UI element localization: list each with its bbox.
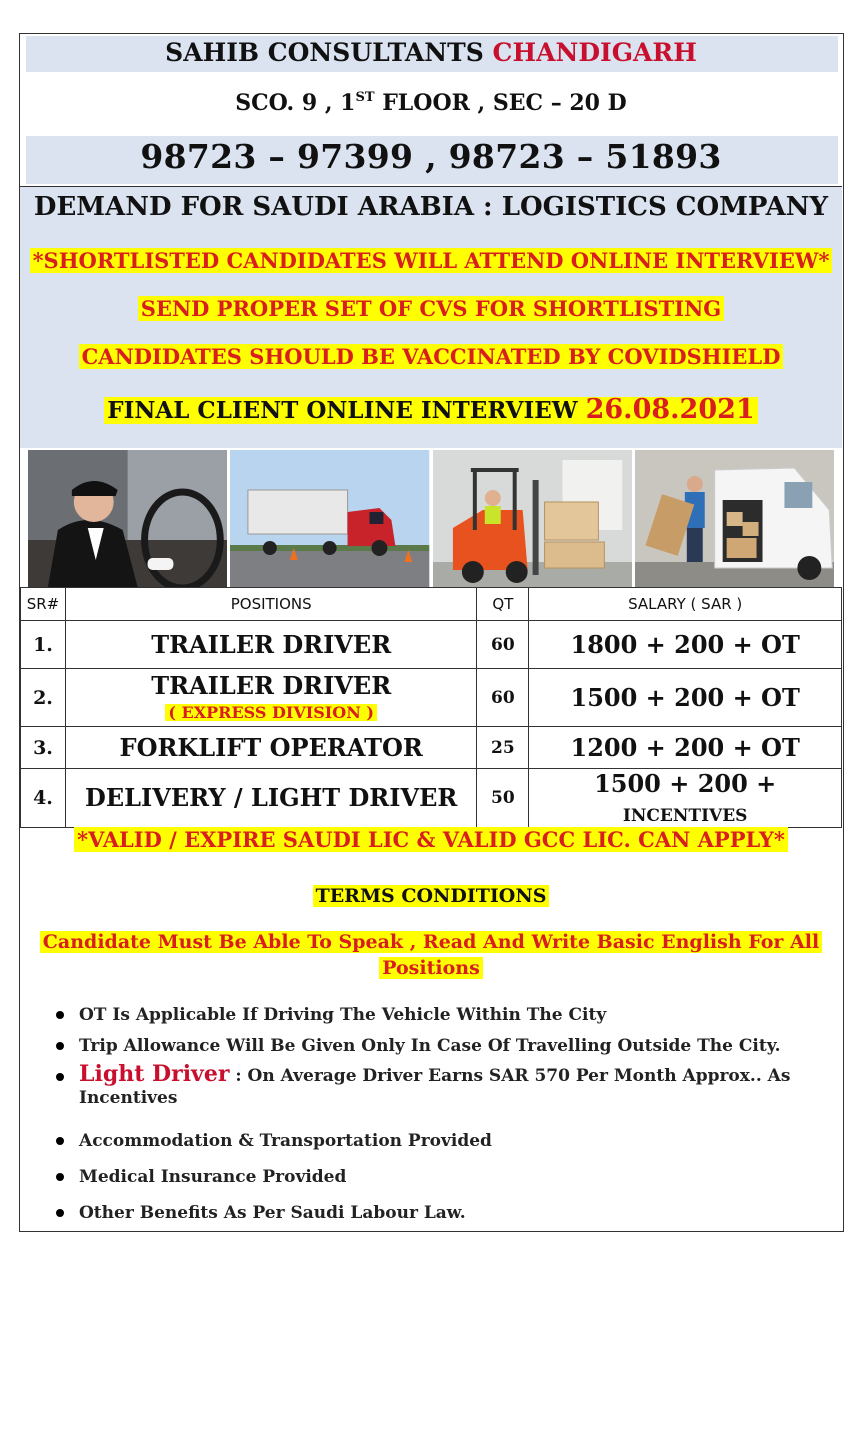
- row-sr: 4.: [21, 769, 66, 828]
- terms-list: [50, 1004, 830, 1224]
- list-item: [50, 1166, 830, 1188]
- shortlisted-notice: [20, 248, 842, 273]
- send-cvs-text: SEND PROPER SET OF CVS FOR SHORTLISTING: [138, 296, 724, 321]
- english-requirement: [20, 929, 842, 981]
- bullet-icon: [56, 1042, 64, 1050]
- license-notice: [20, 827, 842, 852]
- row-salary: 1500 + 200 +: [594, 769, 777, 798]
- term-trip: Trip Allowance Will Be Given Only In Case Of Travelling Outside The City.: [79, 1036, 781, 1056]
- delivery-van-photo: [635, 450, 834, 587]
- header-qt: QT: [477, 588, 529, 621]
- vaccination-notice: [20, 344, 842, 369]
- send-cvs-notice: [20, 296, 842, 321]
- shortlisted-text: *SHORTLISTED CANDIDATES WILL ATTEND ONLINE INTERVIEW*: [30, 248, 833, 273]
- row-qt: 60: [477, 669, 529, 727]
- company-city: CHANDIGARH: [492, 38, 697, 67]
- list-item: [50, 1004, 830, 1026]
- term-medical: Medical Insurance Provided: [79, 1167, 347, 1187]
- bullet-icon: [56, 1073, 64, 1081]
- table-row: [21, 769, 842, 828]
- term-ot: OT Is Applicable If Driving The Vehicle Within The City: [79, 1005, 607, 1025]
- row-qt: 25: [477, 727, 529, 769]
- row-position: TRAILER DRIVER: [151, 670, 392, 700]
- header-sr: SR#: [21, 588, 66, 621]
- table-row: [21, 727, 842, 769]
- demand-title: DEMAND FOR SAUDI ARABIA : LOGISTICS COMPANY: [33, 192, 829, 222]
- bullet-icon: [56, 1011, 64, 1019]
- english-requirement-line1: Candidate Must Be Able To Speak , Read And Write Basic English For All: [40, 931, 822, 953]
- chauffeur-photo: [28, 450, 227, 587]
- table-row: [21, 669, 842, 727]
- trailer-truck-photo: [230, 450, 429, 587]
- company-address: [20, 90, 842, 116]
- row-salary: 1200 + 200 + OT: [529, 727, 842, 769]
- term-other: Other Benefits As Per Saudi Labour Law.: [79, 1203, 466, 1223]
- term-light-text: : On Average Driver Earns SAR 570 Per Month Approx.. As Incentives: [79, 1066, 791, 1108]
- final-interview-notice: [20, 394, 842, 425]
- address-part: SCO. 9 , 1: [235, 90, 356, 116]
- list-item: [50, 1063, 830, 1109]
- row-sr: 1.: [21, 621, 66, 669]
- term-light-label: Light Driver: [79, 1061, 230, 1087]
- terms-heading-text: TERMS CONDITIONS: [313, 885, 550, 907]
- final-interview-label: FINAL CLIENT ONLINE INTERVIEW: [107, 397, 578, 424]
- row-position: FORKLIFT OPERATOR: [65, 727, 476, 769]
- final-interview-date: 26.08.2021: [585, 394, 755, 425]
- company-title: [20, 38, 842, 67]
- row-sr: 3.: [21, 727, 66, 769]
- license-text: *VALID / EXPIRE SAUDI LIC & VALID GCC LIC. CAN APPLY*: [74, 827, 788, 852]
- forklift-photo: [433, 450, 632, 587]
- list-item: [50, 1130, 830, 1152]
- row-salary-suffix: INCENTIVES: [622, 806, 748, 826]
- header-positions: POSITIONS: [65, 588, 476, 621]
- row-position: TRAILER DRIVER: [65, 621, 476, 669]
- table-header-row: [21, 588, 842, 621]
- positions-table: [20, 587, 842, 828]
- row-qt: 60: [477, 621, 529, 669]
- address-superscript: ST: [355, 90, 375, 105]
- row-position-cell: [65, 669, 476, 727]
- vaccination-text: CANDIDATES SHOULD BE VACCINATED BY COVIDSHIELD: [79, 344, 784, 369]
- terms-heading: [20, 885, 842, 907]
- row-qt: 50: [477, 769, 529, 828]
- company-name: SAHIB CONSULTANTS: [165, 38, 484, 67]
- row-salary-cell: [529, 769, 842, 828]
- english-requirement-line2: Positions: [379, 957, 483, 979]
- row-salary: 1800 + 200 + OT: [529, 621, 842, 669]
- row-sr: 2.: [21, 669, 66, 727]
- recruitment-flyer: [19, 33, 844, 1232]
- row-position-subtitle: ( EXPRESS DIVISION ): [165, 704, 377, 721]
- row-salary: 1500 + 200 + OT: [529, 669, 842, 727]
- bullet-icon: [56, 1137, 64, 1145]
- list-item: [50, 1035, 830, 1057]
- photo-strip: [28, 450, 834, 587]
- table-row: [21, 621, 842, 669]
- bullet-icon: [56, 1209, 64, 1217]
- phone-numbers: 98723 – 97399 , 98723 – 51893: [140, 137, 722, 176]
- row-position: DELIVERY / LIGHT DRIVER: [65, 769, 476, 828]
- list-item: [50, 1202, 830, 1224]
- header-salary: SALARY ( SAR ): [529, 588, 842, 621]
- address-part-2: FLOOR , SEC – 20 D: [374, 90, 627, 116]
- bullet-icon: [56, 1173, 64, 1181]
- term-accommodation: Accommodation & Transportation Provided: [79, 1131, 492, 1151]
